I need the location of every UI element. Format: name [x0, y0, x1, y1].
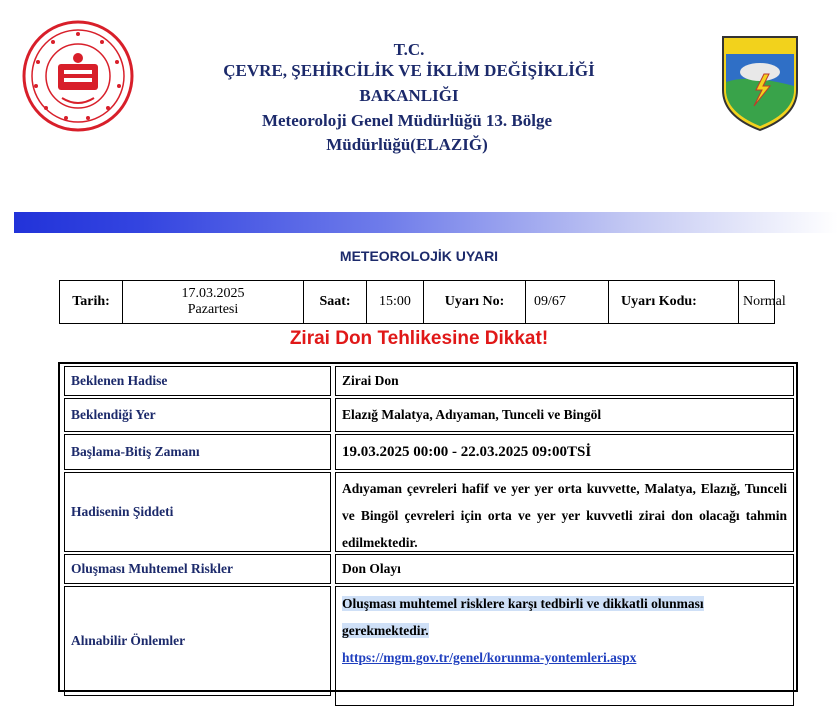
measures-text-line1: Oluşması muhtemel risklere karşı tedbirli ve dikkatli olunması [342, 596, 704, 611]
time-label: Saat: [304, 281, 367, 323]
warning-no-value: 09/67 [526, 281, 609, 323]
table-row-severity [60, 472, 796, 552]
table-row-risks [60, 554, 796, 584]
date-value: 17.03.2025 [181, 286, 245, 301]
header-gradient-band [14, 212, 838, 233]
table-row-expected-place [60, 398, 796, 432]
header-line-directorate: Meteoroloji Genel Müdürlüğü 13. Bölge [261, 111, 553, 130]
warning-info-table [59, 280, 786, 324]
measures-value-cell [335, 586, 794, 706]
time-value: 15:00 [367, 281, 424, 323]
expected-place-value: Elazığ Malatya, Adıyaman, Tunceli ve Bingöl [335, 398, 794, 432]
header-line-tc: T.C. [393, 40, 425, 59]
measures-text-line2: gerekmektedir. [342, 623, 429, 638]
warning-headline: Zirai Don Tehlikesine Dikkat! [289, 328, 549, 349]
warning-code-label: Uyarı Kodu: [609, 281, 739, 323]
severity-value-cell [335, 472, 794, 552]
expected-event-value: Zirai Don [335, 366, 794, 396]
header-line-directorate-2: Müdürlüğü(ELAZIĞ) [326, 135, 488, 154]
warning-details-table [58, 362, 798, 692]
header-line-ministry: ÇEVRE, ŞEHİRCİLİK VE İKLİM DEĞİŞİKLİĞİ [223, 61, 595, 80]
risks-label: Oluşması Muhtemel Riskler [64, 554, 331, 584]
severity-value: Adıyaman çevreleri hafif ve yer yer orta kuvvette, Malatya, Elazığ, Tunceli ve Bingöl çevreleri için orta ve yer yer kuvvetli zirai don olacağı tahmin edilmektedir. [342, 481, 787, 550]
risks-value: Don Olayı [335, 554, 794, 584]
time-range-label: Başlama-Bitiş Zamanı [64, 434, 331, 470]
document-title: METEOROLOJİK UYARI [339, 248, 499, 264]
warning-no-label: Uyarı No: [424, 281, 526, 323]
date-label: Tarih: [60, 281, 123, 323]
measures-label: Alınabilir Önlemler [64, 586, 331, 696]
meteoroloji-logo [720, 34, 800, 132]
table-row-expected-event [60, 366, 796, 396]
date-cell [123, 281, 304, 323]
time-range-value: 19.03.2025 00:00 - 22.03.2025 09:00TSİ [335, 434, 794, 470]
severity-label: Hadisenin Şiddeti [64, 472, 331, 552]
expected-place-label: Beklendiği Yer [64, 398, 331, 432]
warning-code-value: Normal [743, 294, 786, 309]
table-row-measures [60, 586, 796, 706]
protection-methods-link[interactable]: https://mgm.gov.tr/genel/korunma-yontemleri.aspx [342, 650, 637, 665]
table-row-time-range [60, 434, 796, 470]
day-value: Pazartesi [187, 302, 239, 317]
header-line-ministry-2: BAKANLIĞI [359, 86, 459, 105]
expected-event-label: Beklenen Hadise [64, 366, 331, 396]
